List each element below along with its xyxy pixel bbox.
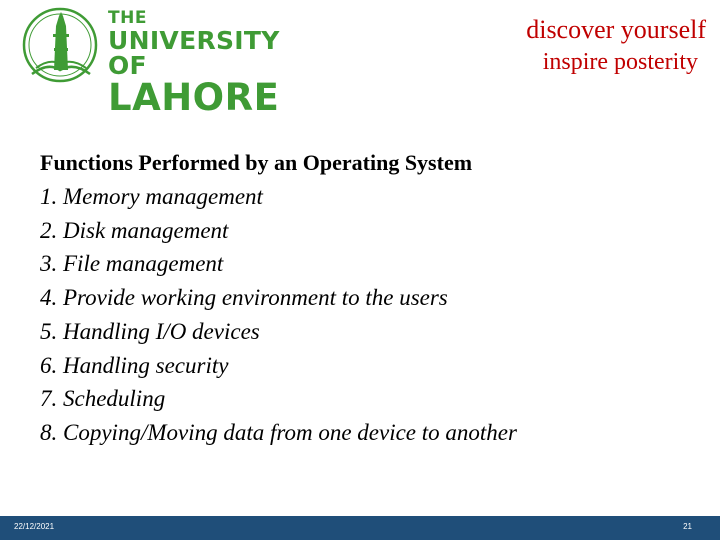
list-item-number: 1. [40,184,58,209]
list-item-number: 6. [40,352,58,378]
list-item-text: Copying/Moving data from one device to another [63,419,517,445]
list-item [40,349,517,383]
list-item-number: 5. [40,318,58,344]
footer-bar [0,516,720,540]
footer-date: 22/12/2021 [14,522,55,531]
list-item-text: Scheduling [63,386,166,412]
list-item-number: 7. [40,386,58,412]
university-logo [18,4,288,119]
list-item [40,247,517,281]
list-item-text: Handling I/O devices [63,318,260,344]
list-item [40,180,517,214]
list-item [40,416,517,450]
logo-line-lahore: LAHORE [108,76,280,119]
list-item-number: 3. [40,251,58,277]
logo-line-university-of: UNIVERSITY OF [108,26,280,80]
slide-body [40,146,517,450]
logo-wordmark [108,8,288,119]
list-item-number: 2. [40,217,58,243]
slide-title: Functions Performed by an Operating System [40,150,473,175]
list-item [40,214,517,248]
list-item-text: Disk management [63,217,229,243]
list-item-number: 4. [40,285,58,311]
list-item [40,382,517,416]
tagline [526,14,706,77]
list-item-number: 8. [40,419,58,445]
logo-line-the: THE [108,8,147,28]
list-item-text: Memory management [63,184,263,209]
list-item-text: Handling security [63,352,229,378]
minar-emblem-icon [18,4,106,86]
footer-page-number: 21 [683,522,692,531]
tagline-discover: discover yourself [526,15,706,44]
list-item-text: Provide working environment to the users [63,285,448,311]
list-item-text: File management [63,251,224,277]
list-item [40,315,517,349]
tagline-inspire: inspire posterity [542,48,698,75]
list-item [40,281,517,315]
